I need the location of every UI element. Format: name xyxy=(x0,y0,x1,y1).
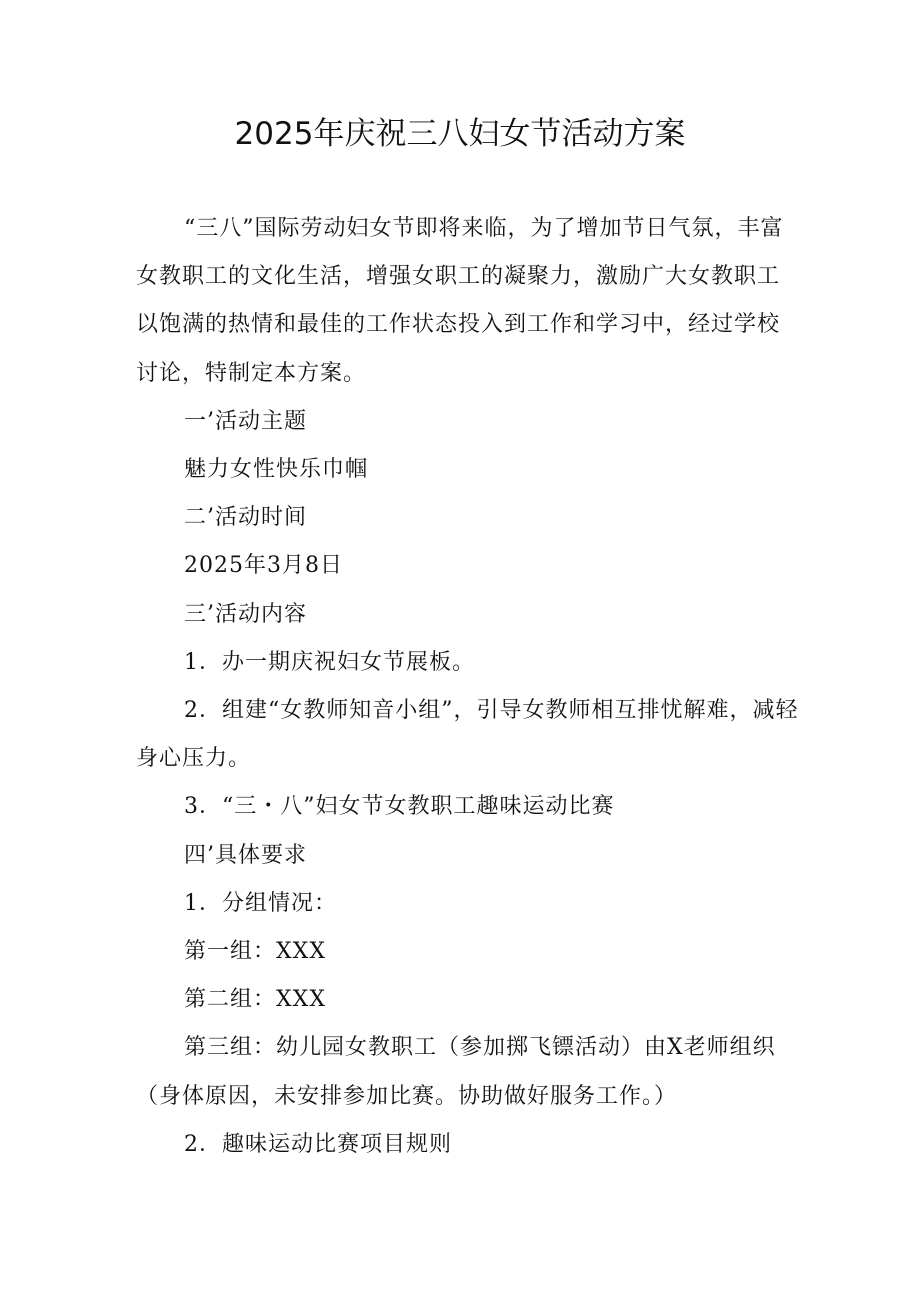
section-heading-theme: 一’活动主题 xyxy=(184,408,307,434)
group-3: 第三组：幼儿园女教职工（参加掷飞镖活动）由X老师组织（身体原因，未安排参加比赛。协助做好服务工作。） xyxy=(136,1035,776,1109)
group-1: 第一组：XXX xyxy=(184,939,326,965)
group-2: 第二组：XXX xyxy=(184,987,326,1013)
theme-text: 魅力女性快乐巾帼 xyxy=(184,457,369,483)
section-heading-time: 二’活动时间 xyxy=(184,505,307,531)
content-item-2: 2．组建“女教师知音小组”，引导女教师相互排忧解难，减轻身心压力。 xyxy=(136,698,799,772)
section-heading-requirements: 四’具体要求 xyxy=(184,842,307,868)
content-item-1: 1．办一期庆祝妇女节展板。 xyxy=(184,649,475,675)
section-heading-content: 三’活动内容 xyxy=(184,601,307,627)
intro-paragraph: “三八”国际劳动妇女节即将来临，为了增加节日气氛，丰富女教职工的文化生活，增强女职工的凝聚力，激励广大女教职工以饱满的热情和最佳的工作状态投入到工作和学习中，经过学校讨论，特制定本方案。 xyxy=(136,216,784,386)
document-body xyxy=(136,205,800,1169)
requirement-item-1: 1．分组情况： xyxy=(184,890,337,916)
time-text: 2025年3月8日 xyxy=(184,553,343,579)
requirement-item-2: 2．趣味运动比赛项目规则 xyxy=(184,1131,452,1157)
document-title: 2025年庆祝三八妇女节活动方案 xyxy=(234,116,686,152)
content-item-3: 3．“三・八”妇女节女教职工趣味运动比赛 xyxy=(184,794,615,820)
